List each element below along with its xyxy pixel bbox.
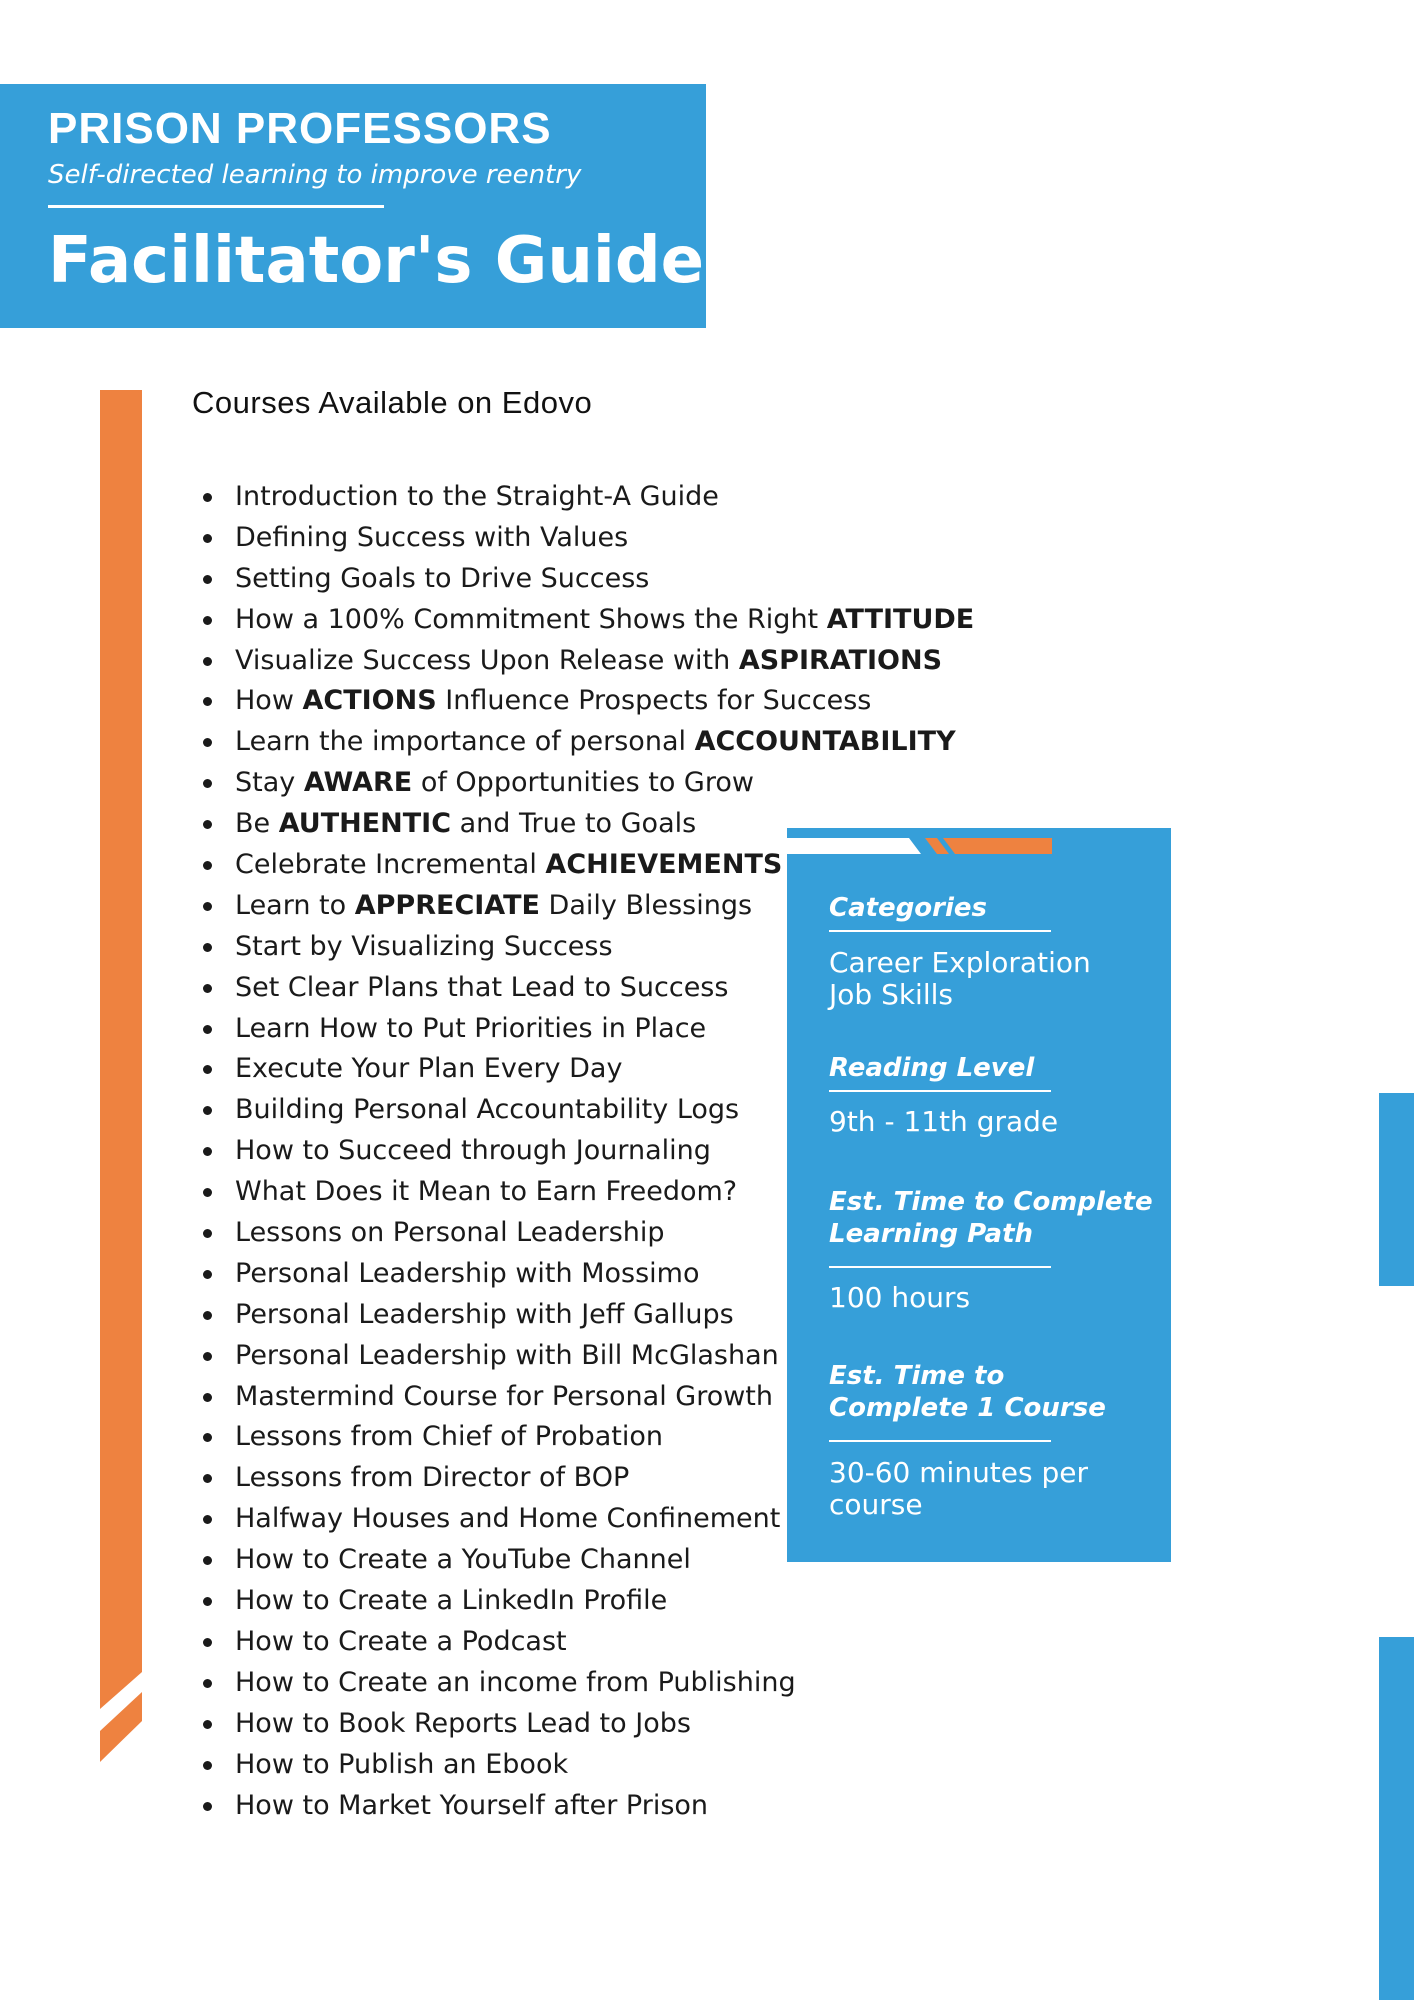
course-info-panel	[787, 828, 1171, 1562]
header-banner	[0, 84, 706, 328]
bullet-icon	[203, 1761, 212, 1770]
bullet-icon	[203, 1720, 212, 1729]
course-text-before: Be	[235, 808, 279, 840]
brand-name: PRISON PROFESSORS	[48, 104, 552, 153]
course-time-label-2: Complete 1 Course	[829, 1393, 1106, 1423]
course-text-before: Learn How to Put Priorities in Place	[235, 1012, 707, 1044]
course-text-bold: ATTITUDE	[826, 603, 975, 635]
bullet-icon	[203, 1679, 212, 1688]
course-text-before: Defining Success with Values	[235, 521, 629, 553]
reading-level-value: 9th - 11th grade	[829, 1105, 1059, 1138]
course-item	[200, 1704, 974, 1745]
bullet-icon	[203, 616, 212, 625]
bullet-icon	[203, 1229, 212, 1238]
course-item	[200, 1581, 974, 1622]
bullet-icon	[203, 1556, 212, 1565]
course-text-before: Halfway Houses and Home Confinement	[235, 1503, 781, 1535]
course-text-before: How	[235, 685, 303, 717]
bullet-icon	[203, 820, 212, 829]
course-text-before: Execute Your Plan Every Day	[235, 1053, 623, 1085]
orange-accent-bar	[100, 390, 142, 1765]
course-text-bold: AWARE	[303, 767, 413, 799]
bullet-icon	[203, 1638, 212, 1647]
course-time-divider	[829, 1440, 1051, 1442]
bullet-icon	[203, 779, 212, 788]
course-text-bold: APPRECIATE	[354, 889, 540, 921]
course-item	[200, 518, 974, 559]
course-item	[200, 600, 974, 641]
course-text-after: of Opportunities to Grow	[412, 767, 754, 799]
course-text-before: How to Create a LinkedIn Profile	[235, 1585, 668, 1617]
right-edge-accent-upper	[1379, 1093, 1414, 1286]
course-item	[200, 763, 974, 804]
bullet-icon	[203, 1393, 212, 1402]
course-text-before: Personal Leadership with Jeff Gallups	[235, 1298, 734, 1330]
course-item	[200, 1786, 974, 1827]
course-text-before: How to Create a Podcast	[235, 1625, 567, 1657]
bullet-icon	[203, 657, 212, 666]
course-text-before: Lessons from Chief of Probation	[235, 1421, 664, 1453]
bullet-icon	[203, 1433, 212, 1442]
course-text-before: Mastermind Course for Personal Growth	[235, 1380, 774, 1412]
course-text-bold: ACTIONS	[302, 685, 437, 717]
course-text-before: How a 100% Commitment Shows the Right	[235, 603, 827, 635]
bullet-icon	[203, 1352, 212, 1361]
course-time-value-1: 30-60 minutes per	[829, 1456, 1089, 1489]
path-time-divider	[829, 1266, 1051, 1268]
bullet-icon	[203, 575, 212, 584]
bullet-icon	[203, 1025, 212, 1034]
course-text-before: How to Create an income from Publishing	[235, 1666, 796, 1698]
course-text-before: Celebrate Incremental	[235, 849, 546, 881]
bullet-icon	[203, 943, 212, 952]
right-edge-accent-lower	[1379, 1637, 1414, 2000]
course-text-before: Stay	[235, 767, 304, 799]
bullet-icon	[203, 1311, 212, 1320]
course-item	[200, 641, 974, 682]
course-text-after: Influence Prospects for Success	[436, 685, 872, 717]
bullet-icon	[203, 1065, 212, 1074]
bullet-icon	[203, 861, 212, 870]
path-time-label-1: Est. Time to Complete	[829, 1187, 1153, 1217]
course-text-before: Personal Leadership with Mossimo	[235, 1257, 700, 1289]
bullet-icon	[203, 984, 212, 993]
course-text-after: Daily Blessings	[539, 889, 753, 921]
course-item	[200, 559, 974, 600]
bullet-icon	[203, 1802, 212, 1811]
course-text-before: How to Publish an Ebook	[235, 1748, 569, 1780]
reading-level-label: Reading Level	[829, 1053, 1035, 1083]
categories-value-2: Job Skills	[829, 978, 953, 1011]
panel-stripe-decoration	[787, 838, 1067, 856]
course-item	[200, 1745, 974, 1786]
bullet-icon	[203, 1147, 212, 1156]
bullet-icon	[203, 902, 212, 911]
course-item	[200, 477, 974, 518]
course-text-before: Set Clear Plans that Lead to Success	[235, 971, 729, 1003]
bullet-icon	[203, 738, 212, 747]
categories-label: Categories	[829, 893, 988, 923]
course-text-before: Building Personal Accountability Logs	[235, 1094, 740, 1126]
course-text-bold: ACCOUNTABILITY	[694, 726, 956, 758]
course-text-before: Visualize Success Upon Release with	[235, 644, 739, 676]
course-text-bold: AUTHENTIC	[278, 808, 452, 840]
course-text-before: Lessons from Director of BOP	[235, 1462, 630, 1494]
course-item	[200, 1663, 974, 1704]
course-text-before: Personal Leadership with Bill McGlashan	[235, 1339, 779, 1371]
course-text-before: Setting Goals to Drive Success	[235, 562, 650, 594]
course-text-before: How to Succeed through Journaling	[235, 1135, 711, 1167]
course-text-before: How to Book Reports Lead to Jobs	[235, 1707, 691, 1739]
categories-divider	[829, 930, 1051, 932]
categories-value-1: Career Exploration	[829, 946, 1091, 979]
courses-section-title: Courses Available on Edovo	[192, 385, 593, 420]
course-text-before: Lessons on Personal Leadership	[235, 1217, 665, 1249]
bullet-icon	[203, 697, 212, 706]
course-text-before: How to Market Yourself after Prison	[235, 1789, 709, 1821]
course-item	[200, 722, 974, 763]
bullet-icon	[203, 534, 212, 543]
bullet-icon	[203, 1270, 212, 1279]
bullet-icon	[203, 1515, 212, 1524]
course-text-before: What Does it Mean to Earn Freedom?	[235, 1176, 738, 1208]
course-text-before: Learn to	[235, 889, 355, 921]
bullet-icon	[203, 1188, 212, 1197]
course-text-bold: ACHIEVEMENTS	[545, 849, 783, 881]
course-item	[200, 681, 974, 722]
course-time-value-2: course	[829, 1488, 923, 1521]
course-text-before: Start by Visualizing Success	[235, 930, 613, 962]
reading-level-divider	[829, 1090, 1051, 1092]
bullet-icon	[203, 493, 212, 502]
course-text-after: and True to Goals	[451, 808, 697, 840]
bullet-icon	[203, 1106, 212, 1115]
bullet-icon	[203, 1474, 212, 1483]
course-text-before: Introduction to the Straight-A Guide	[235, 481, 719, 512]
bullet-icon	[203, 1597, 212, 1606]
course-text-before: Learn the importance of personal	[235, 726, 695, 758]
header-divider	[48, 205, 384, 208]
course-item	[200, 1622, 974, 1663]
brand-tagline: Self-directed learning to improve reentry	[48, 160, 582, 190]
course-time-label-1: Est. Time to	[829, 1361, 1005, 1391]
course-text-bold: ASPIRATIONS	[738, 644, 943, 676]
course-text-before: How to Create a YouTube Channel	[235, 1544, 691, 1576]
path-time-value: 100 hours	[829, 1281, 971, 1314]
page-title: Facilitator's Guide	[48, 224, 705, 298]
path-time-label-2: Learning Path	[829, 1219, 1034, 1249]
